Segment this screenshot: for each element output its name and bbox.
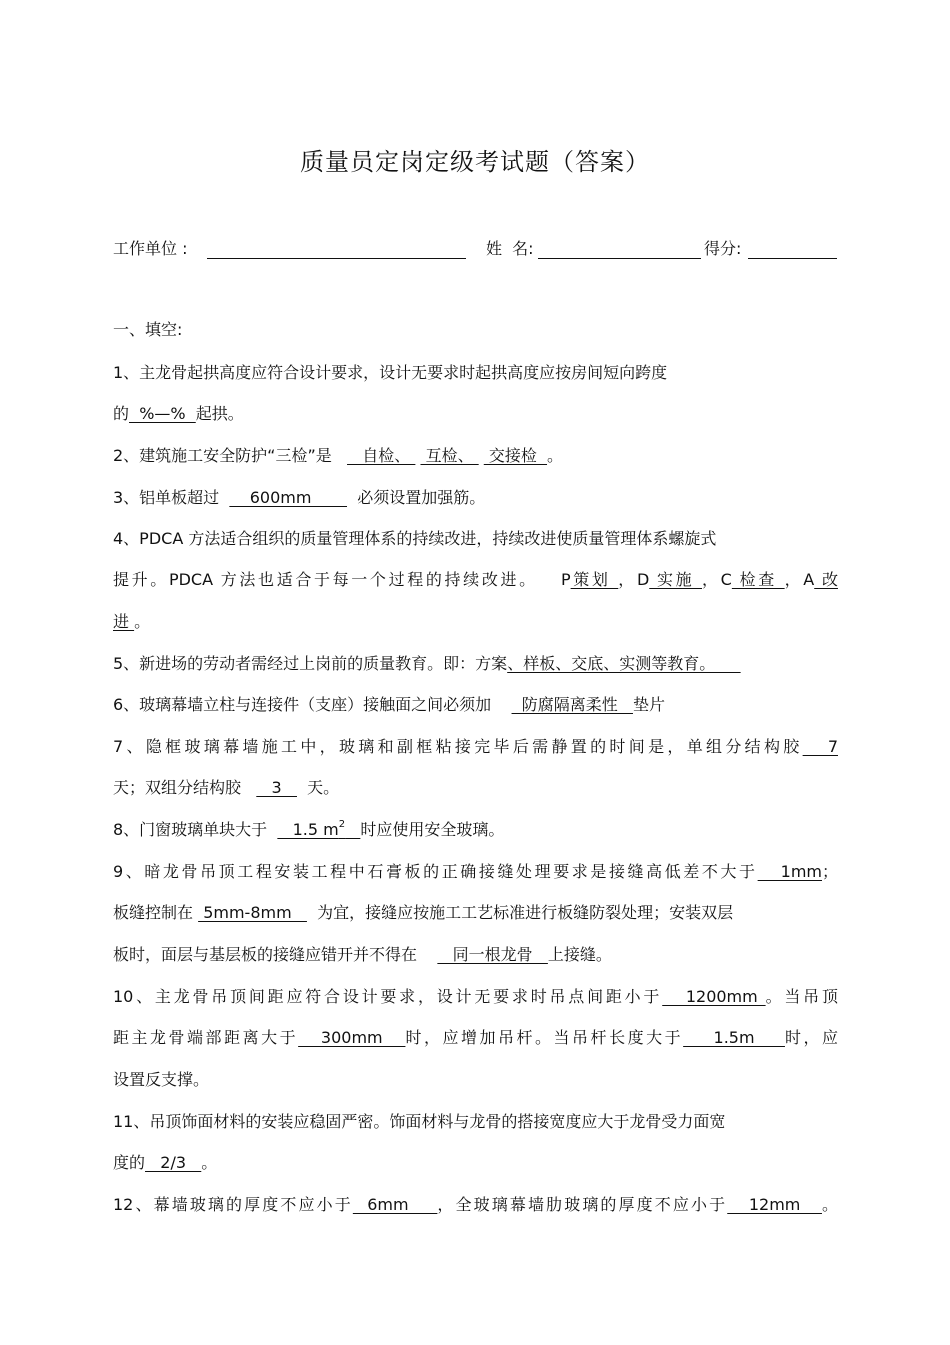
q3-post: 必须设置加强筋。 — [357, 488, 486, 507]
q11-answer: 2/3 — [145, 1153, 202, 1172]
question-3 — [113, 487, 838, 509]
q4-sep-c: ，C — [702, 570, 732, 589]
q12-mid: ，全玻璃幕墙肋玻璃的厚度不应小于 — [437, 1195, 728, 1214]
q10-pre1: 10、主龙骨吊顶间距应符合设计要求，设计无要求时吊点间距小于 — [113, 987, 663, 1006]
q10-answer-3: 1.5m — [683, 1028, 785, 1047]
q7-line1: 7、隐框玻璃幕墙施工中，玻璃和副框粘接完毕后需静置的时间是，单组分结构胶 — [113, 737, 803, 756]
unit-label: 工作单位 : — [113, 239, 188, 258]
name-field[interactable] — [538, 258, 701, 259]
q6-post: 垫片 — [632, 695, 665, 714]
q5-pre: 5、新进场的劳动者需经过上岗前的质量教育。即：方案 — [113, 654, 508, 673]
q2-answer-3: 交接检 — [483, 446, 548, 465]
q4-sep-d: ，D — [618, 570, 650, 589]
question-10-line-3: 设置反支撑。 — [113, 1070, 210, 1089]
q4-pre: 提升。PDCA 方法也适合于每一个过程的持续改进。 P — [113, 570, 571, 589]
q4-answer-c: 检查 — [731, 570, 785, 589]
question-9-line-2 — [113, 902, 838, 924]
q10-pre2: 距主龙骨端部距离大于 — [113, 1028, 299, 1047]
q12-pre: 12、幕墙玻璃的厚度不应小于 — [113, 1195, 353, 1214]
q9-answer-2: 5mm-8mm — [198, 903, 307, 922]
q7-post2: 天。 — [307, 778, 340, 797]
q9-post3: 上接缝。 — [547, 945, 612, 964]
question-6 — [113, 694, 838, 716]
q7-pre2: 天；双组分结构胶 — [113, 778, 242, 797]
question-2 — [113, 445, 838, 467]
q8-post: 时应使用安全玻璃。 — [360, 820, 505, 839]
q8-answer-tail — [345, 820, 360, 839]
question-9-line-1 — [113, 861, 838, 883]
q2-answer-2: 互检、 — [420, 446, 479, 465]
q4-sep-a: ，A — [784, 570, 815, 589]
q9-post2: 为宜，接缝应按施工工艺标准进行板缝防裂处理；安装双层 — [317, 903, 734, 922]
q8-answer-exponent: 2 — [338, 819, 346, 830]
q9-answer-1: 1mm — [757, 862, 822, 881]
q10-answer-2: 300mm — [298, 1028, 406, 1047]
q4-answer-a: 改 — [814, 570, 838, 589]
question-10-line-1 — [113, 986, 838, 1008]
question-11-line-1: 11、吊顶饰面材料的安装应稳固严密。饰面材料与龙骨的搭接宽度应大于龙骨受力面宽 — [113, 1112, 726, 1131]
q1-post: 起拱。 — [195, 404, 244, 423]
q2-answer-1: 自检、 — [347, 446, 416, 465]
q2-post: 。 — [547, 446, 564, 465]
question-1-line-2 — [113, 403, 838, 425]
q10-post1: 。当吊顶 — [765, 987, 838, 1006]
q11-post: 。 — [201, 1153, 218, 1172]
q12-answer-1: 6mm — [352, 1195, 438, 1214]
q8-answer-value: 1.5 m — [277, 820, 339, 839]
name-label: 姓 名: — [486, 239, 534, 258]
q1-pre: 的 — [113, 404, 130, 423]
q12-post: 。 — [821, 1195, 838, 1214]
q7-answer-1: 7 — [802, 737, 838, 756]
question-4-line-1: 4、PDCA 方法适合组织的质量管理体系的持续改进，持续改进使质量管理体系螺旋式 — [113, 529, 717, 548]
q9-pre3: 板时，面层与基层板的接缝应错开并不得在 — [113, 945, 418, 964]
q10-post2: 时，应 — [784, 1028, 838, 1047]
q9-answer-3: 同一根龙骨 — [437, 945, 548, 964]
question-4-line-3 — [113, 611, 838, 633]
question-7-line-1 — [113, 736, 838, 758]
question-8 — [113, 819, 838, 841]
q8-answer — [277, 820, 360, 839]
q4-end: 。 — [134, 612, 151, 631]
unit-field[interactable] — [207, 258, 466, 259]
q5-answer: 、样板、交底、实测等教育。 — [507, 654, 741, 673]
question-10-line-2 — [113, 1027, 838, 1049]
q3-answer: 600mm — [229, 488, 348, 507]
q9-pre2: 板缝控制在 — [113, 903, 194, 922]
question-7-line-2 — [113, 777, 838, 799]
q4-answer-p: 策划 — [570, 570, 619, 589]
q4-answer-a-cont: 进 — [113, 612, 135, 631]
question-4-line-2 — [113, 569, 838, 591]
q10-mid2: 时，应增加吊杆。当吊杆长度大于 — [405, 1028, 684, 1047]
page-title: 质量员定岗定级考试题（答案） — [300, 148, 650, 176]
question-1-line-1: 1、主龙骨起拱高度应符合设计要求，设计无要求时起拱高度应按房间短向跨度 — [113, 363, 668, 382]
question-11-line-2 — [113, 1152, 838, 1174]
question-9-line-3 — [113, 944, 838, 966]
q8-pre: 8、门窗玻璃单块大于 — [113, 820, 268, 839]
q1-answer: %—% — [129, 404, 196, 423]
q7-answer-2: 3 — [256, 778, 297, 797]
q2-pre: 2、建筑施工安全防护“三检”是 — [113, 446, 332, 465]
q6-answer: 防腐隔离柔性 — [511, 695, 633, 714]
q9-end1: ； — [822, 862, 839, 881]
score-field[interactable] — [748, 258, 837, 259]
section-heading: 一、填空: — [113, 320, 183, 339]
question-12 — [113, 1194, 838, 1216]
q10-answer-1: 1200mm — [662, 987, 766, 1006]
q4-answer-d: 实施 — [649, 570, 703, 589]
q11-pre: 度的 — [113, 1153, 146, 1172]
q12-answer-2: 12mm — [727, 1195, 822, 1214]
score-label: 得分: — [704, 239, 742, 258]
q9-line1: 9、暗龙骨吊顶工程安装工程中石膏板的正确接缝处理要求是接缝高低差不大于 — [113, 862, 758, 881]
q3-pre: 3、铝单板超过 — [113, 488, 220, 507]
q6-pre: 6、玻璃幕墙立柱与连接件（支座）接触面之间必须加 — [113, 695, 492, 714]
question-5 — [113, 653, 838, 675]
